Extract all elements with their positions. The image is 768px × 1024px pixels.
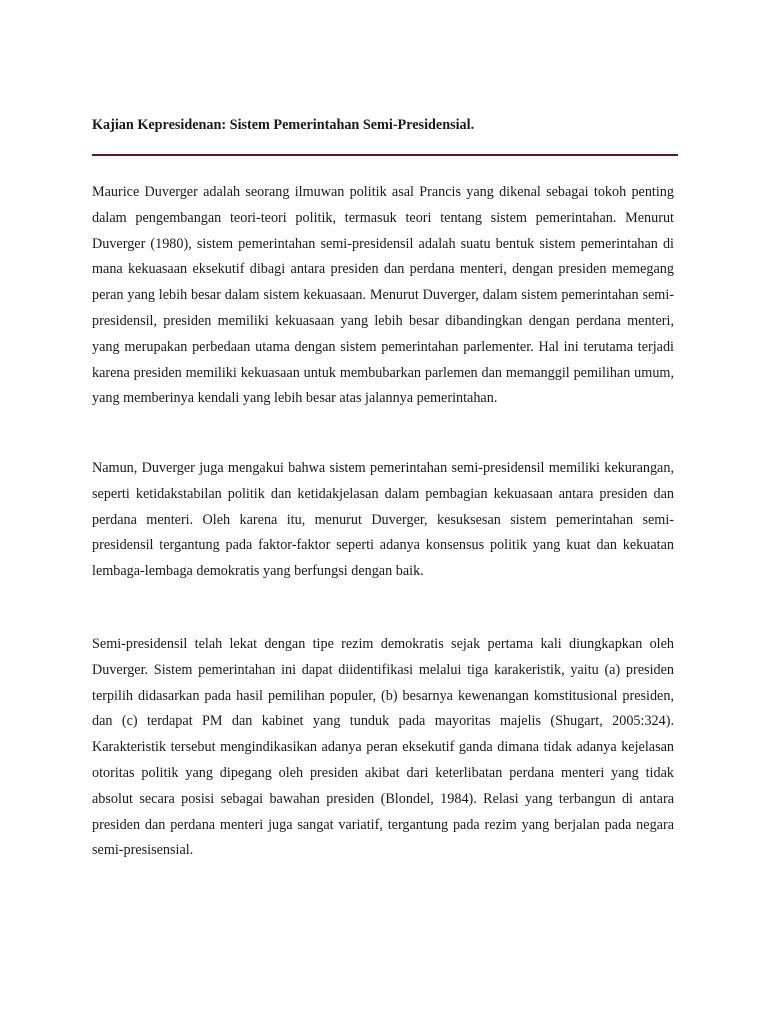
paragraph-2: Namun, Duverger juga mengakui bahwa sistem pemerintahan semi-presidensil memiliki kekurangan, seperti ketidakstabilan politik dan ketidakjelasan dalam pembagian kekuasaan antara presiden dan perdana menteri. Oleh karena itu, menurut Duverger, kesuksesan sistem pemerintahan semi-presidensil tergantung pada faktor-faktor seperti adanya konsensus politik yang kuat dan kekuatan lembaga-lembaga demokratis yang berfungsi dengan baik. xyxy=(92,460,674,580)
document-title: Kajian Kepresidenan: Sistem Pemerintahan Semi-Presidensial. xyxy=(92,117,475,133)
paragraph-3: Semi-presidensil telah lekat dengan tipe rezim demokratis sejak pertama kali diungkapkan oleh Duverger. Sistem pemerintahan ini dapat diidentifikasi melalui tiga karakeristik, yaitu (a) presiden terpilih didasarkan pada hasil pemilihan populer, (b) besarnya kewenangan komstitusional presiden, dan (c) terdapat PM dan kabinet yang tunduk pada mayoritas majelis (Shugart, 2005:324). Karakteristik tersebut mengindikasikan adanya peran eksekutif ganda dimana tidak adanya kejelasan otoritas politik yang dipegang oleh presiden akibat dari keterlibatan perdana menteri yang tidak absolut secara posisi sebagai bawahan presiden (Blondel, 1984). Relasi yang terbangun di antara presiden dan perdana menteri juga sangat variatif, tergantung pada rezim yang berjalan pada negara semi-presisensial. xyxy=(92,636,674,859)
paragraph-1: Maurice Duverger adalah seorang ilmuwan politik asal Prancis yang dikenal sebagai tokoh penting dalam pengembangan teori-teori politik, termasuk teori tentang sistem pemerintahan. Menurut Duverger (1980), sistem pemerintahan semi-presidensil adalah suatu bentuk sistem pemerintahan di mana kekuasaan eksekutif dibagi antara presiden dan perdana menteri, dengan presiden memegang peran yang lebih besar dalam sistem kekuasaan. Menurut Duverger, dalam sistem pemerintahan semi-presidensil, presiden memiliki kekuasaan yang lebih besar dibandingkan dengan perdana menteri, yang merupakan perbedaan utama dengan sistem pemerintahan parlementer. Hal ini terutama terjadi karena presiden memiliki kekuasaan untuk membubarkan parlemen dan memanggil pemilihan umum, yang memberinya kendali yang lebih besar atas jalannya pemerintahan. xyxy=(92,184,674,407)
title-divider xyxy=(92,154,678,156)
